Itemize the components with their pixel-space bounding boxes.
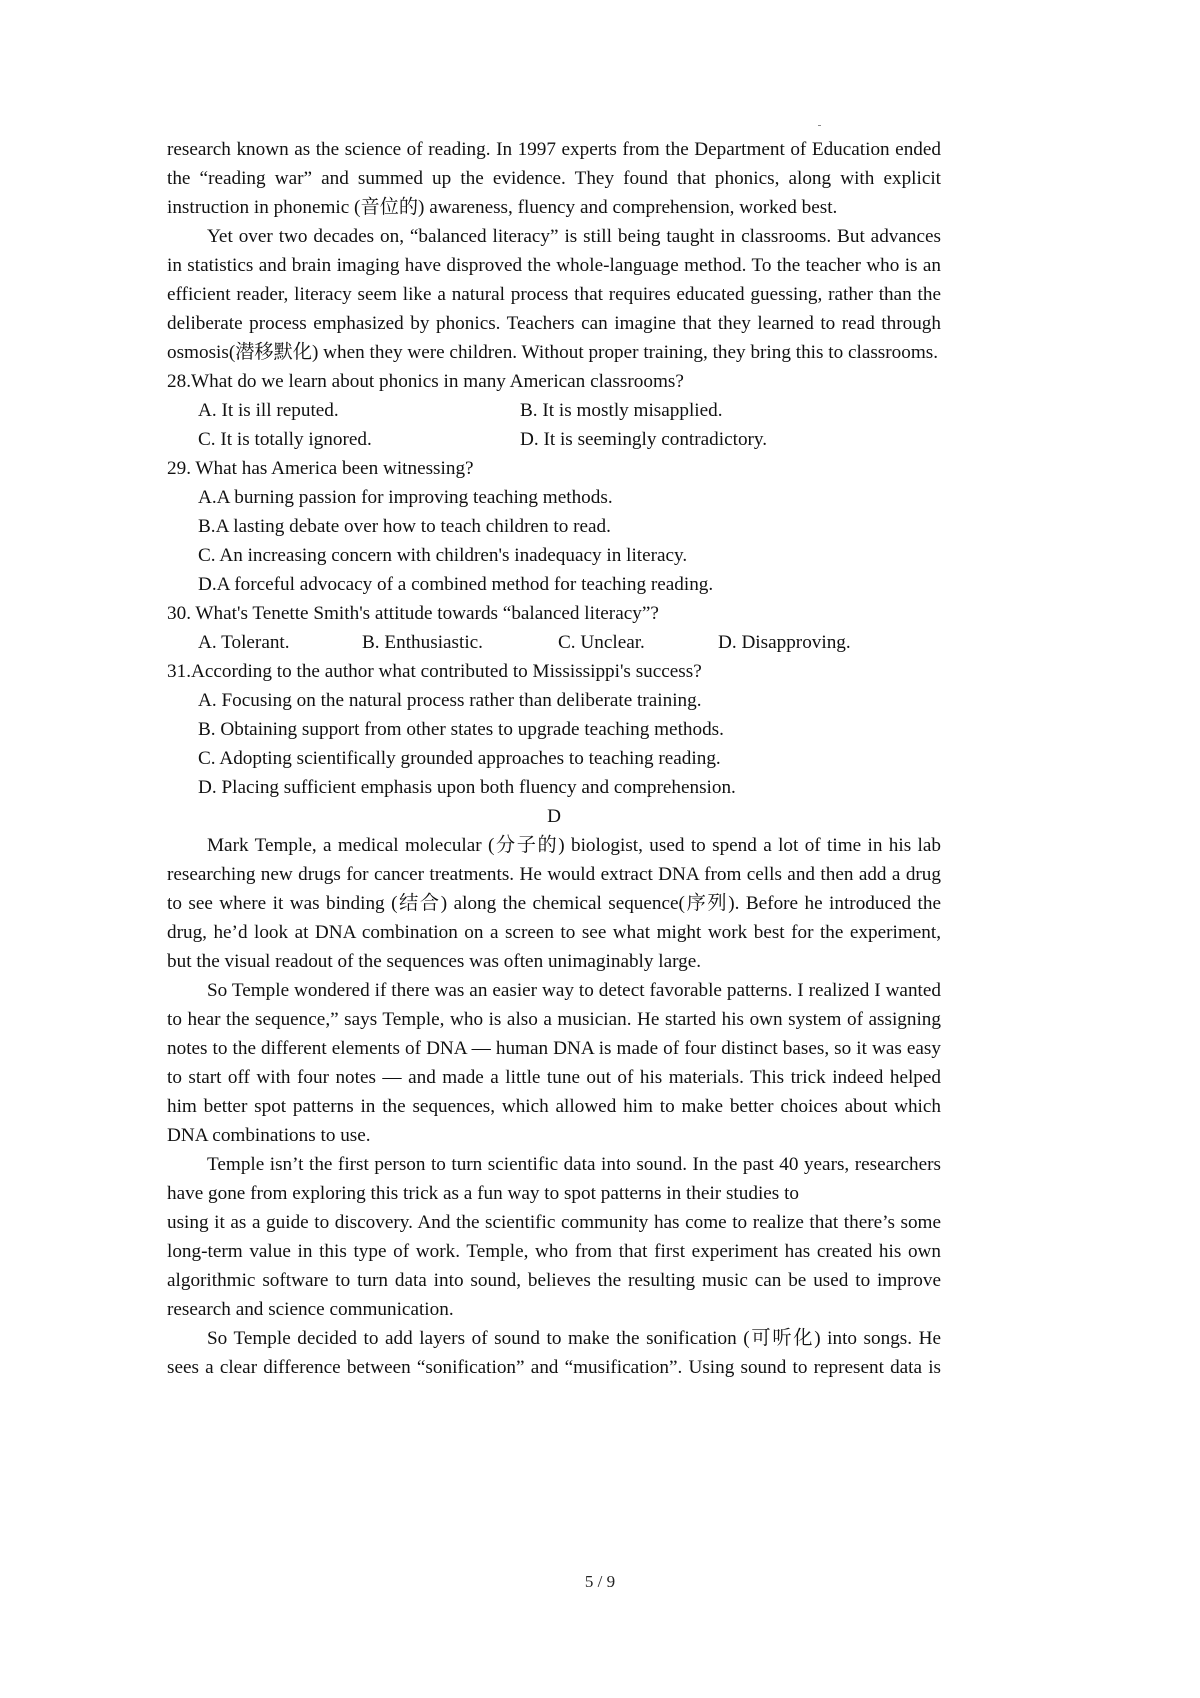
passage-d-body xyxy=(167,831,941,1382)
question-31-stem: 31.According to the author what contributed to Mississippi's success? xyxy=(167,661,702,682)
question-29-options xyxy=(167,483,941,599)
question-30-option-d: D. Disapproving. xyxy=(718,632,851,653)
question-31-option-b: B. Obtaining support from other states to upgrade teaching methods. xyxy=(198,719,724,740)
document-page xyxy=(167,135,941,1382)
question-29-option-a: A.A burning passion for improving teaching methods. xyxy=(198,487,613,508)
passage-d-paragraph-4: So Temple decided to add layers of sound to make the sonification (可听化) into songs. He sees a clear difference between “sonification” and “musification”. Using sound to represent data is xyxy=(167,1328,941,1378)
question-29-option-b: B.A lasting debate over how to teach children to read. xyxy=(198,516,611,537)
question-29-stem: 29. What has America been witnessing? xyxy=(167,458,474,479)
page-number: 5 / 9 xyxy=(584,1572,616,1591)
question-28-options xyxy=(167,396,941,454)
passage-d-paragraph-1: Mark Temple, a medical molecular (分子的) biologist, used to spend a lot of time in his lab researching new drugs for cancer treatments. He would extract DNA from cells and then add a drug to see where it was binding (结合) along the chemical sequence(序列). Before he introduced the drug, he’d look at DNA combination on a screen to see what might work best for the experiment, but the visual readout of the sequences was often unimaginably large. xyxy=(167,835,941,972)
passage-d-paragraph-3-continued: using it as a guide to discovery. And the scientific community has come to realize that there’s some long-term value in this type of work. Temple, who from that first experiment has created his own algorithmic software to turn data into sound, believes the resulting music can be used to improve research and science communication. xyxy=(167,1212,941,1320)
passage-d-paragraph-2: So Temple wondered if there was an easier way to detect favorable patterns. I realized I wanted to hear the sequence,” says Temple, who is also a musician. He started his own system of assigning notes to the different elements of DNA — human DNA is made of four distinct bases, so it was easy to start off with four notes — and made a little tune out of his materials. This trick indeed helped him better spot patterns in the sequences, which allowed him to make better choices about which DNA combinations to use. xyxy=(167,980,941,1146)
passage-c-continuation xyxy=(167,135,941,367)
question-30-option-a: A. Tolerant. xyxy=(198,632,290,653)
question-30-option-c: C. Unclear. xyxy=(558,632,645,653)
question-31-option-d: D. Placing sufficient emphasis upon both fluency and comprehension. xyxy=(198,777,736,798)
question-29-option-c: C. An increasing concern with children's inadequacy in literacy. xyxy=(198,545,688,566)
question-29 xyxy=(167,454,941,599)
question-31 xyxy=(167,657,941,802)
question-30-stem: 30. What's Tenette Smith's attitude towards “balanced literacy”? xyxy=(167,603,659,624)
question-30-option-b: B. Enthusiastic. xyxy=(362,632,483,653)
question-28-option-c: C. It is totally ignored. xyxy=(198,429,372,450)
question-31-option-c: C. Adopting scientifically grounded approaches to teaching reading. xyxy=(198,748,721,769)
question-31-options xyxy=(167,686,941,802)
passage-c-paragraph-1: research known as the science of reading. In 1997 experts from the Department of Education ended the “reading war” and summed up the evidence. They found that phonics, along with explicit instruction in phonemic (音位的) awareness, fluency and comprehension, worked best. xyxy=(167,139,941,218)
question-28-option-d: D. It is seemingly contradictory. xyxy=(520,429,768,450)
passage-c-paragraph-2: Yet over two decades on, “balanced literacy” is still being taught in classrooms. But advances in statistics and brain imaging have disproved the whole-language method. To the teacher who is an efficient reader, literacy seem like a natural process that requires educated guessing, rather than the deliberate process emphasized by phonics. Teachers can imagine that they learned to read through osmosis(潜移默化) when they were children. Without proper training, they bring this to classrooms. xyxy=(167,226,941,363)
question-28-option-b: B. It is mostly misapplied. xyxy=(520,400,723,421)
question-28-stem: 28.What do we learn about phonics in many American classrooms? xyxy=(167,371,684,392)
question-29-option-d: D.A forceful advocacy of a combined method for teaching reading. xyxy=(198,574,714,595)
question-31-option-a: A. Focusing on the natural process rather than deliberate training. xyxy=(198,690,702,711)
question-30-options xyxy=(167,628,941,657)
passage-d-title: D xyxy=(547,806,561,827)
question-30 xyxy=(167,599,941,657)
scan-artifact-mark xyxy=(818,125,821,126)
question-28-option-a: A. It is ill reputed. xyxy=(198,400,339,421)
passage-d-paragraph-3: Temple isn’t the first person to turn scientific data into sound. In the past 40 years, researchers have gone from exploring this trick as a fun way to spot patterns in their studies to xyxy=(167,1154,941,1204)
question-28 xyxy=(167,367,941,454)
